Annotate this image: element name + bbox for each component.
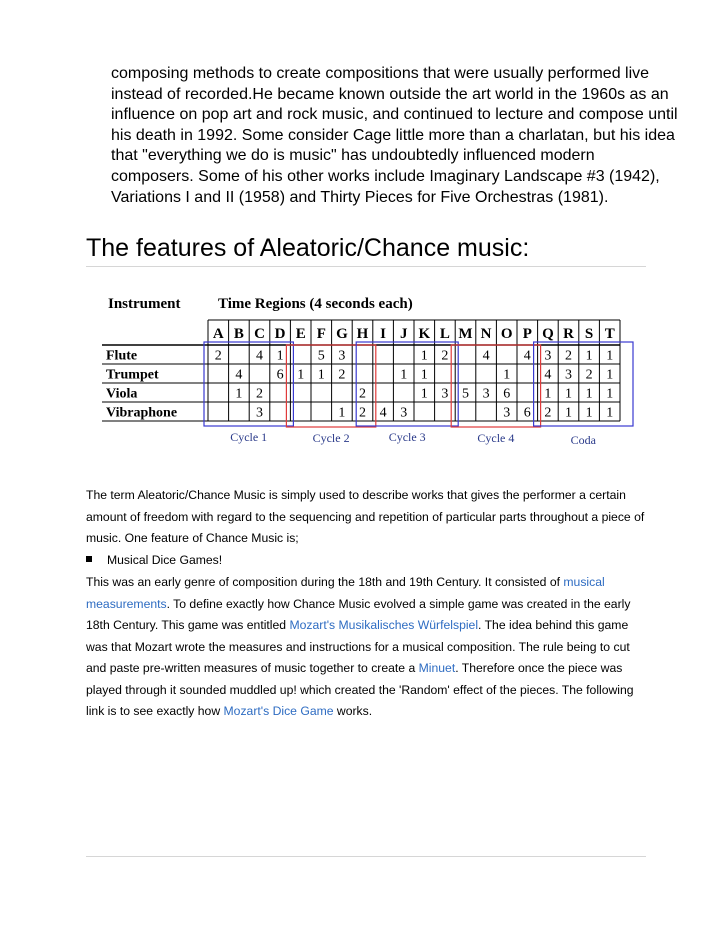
column-letter: C	[254, 326, 265, 342]
cell-value: 1	[606, 386, 614, 402]
cell-value: 1	[585, 386, 593, 402]
column-letter: G	[336, 326, 348, 342]
cell-value: 6	[276, 367, 284, 383]
cell-value: 2	[338, 367, 346, 383]
column-letter: A	[212, 326, 224, 342]
cell-value: 1	[503, 367, 511, 383]
cycle-label: Coda	[570, 433, 596, 447]
cell-value: 1	[235, 386, 243, 402]
cell-value: 1	[317, 367, 325, 383]
bullet-square-icon	[86, 556, 92, 562]
column-letter: S	[584, 326, 594, 342]
footer-divider	[86, 856, 646, 857]
cell-value: 2	[585, 367, 593, 383]
column-letter: D	[274, 326, 286, 342]
cell-value: 1	[585, 348, 593, 364]
cell-value: 1	[297, 367, 305, 383]
time-regions-figure	[100, 288, 634, 463]
column-letter: B	[233, 326, 244, 342]
cell-value: 4	[235, 367, 243, 383]
cell-value: 3	[565, 367, 572, 383]
link-mozarts-dice-game[interactable]: Mozart's Dice Game	[223, 704, 334, 718]
cell-value: 4	[256, 348, 263, 364]
cell-value: 6	[503, 386, 511, 402]
column-letter: F	[316, 326, 326, 342]
cell-value: 1	[338, 405, 346, 421]
cell-value: 1	[420, 367, 428, 383]
column-letter: E	[295, 326, 306, 342]
cell-value: 2	[256, 386, 263, 402]
chance-music-description: The term Aleatoric/Chance Music is simply used to describe works that gives the performer a certain amount of freedom with regard to the sequencing and repetition of particular parts throughout a piece of music. One feature of Chance Music is;	[86, 488, 645, 545]
cycle-label: Cycle 1	[230, 430, 268, 444]
cell-value: 6	[523, 405, 531, 421]
cell-value: 2	[565, 348, 572, 364]
cell-value: 1	[606, 348, 614, 364]
text-segment: . To define exactly how Chance Music evolved a simple game was created in the early 18th Century. This game was entitled	[86, 596, 631, 632]
column-letter: K	[418, 326, 431, 342]
column-letter: R	[563, 326, 574, 342]
link-musikalisches-wurfelspiel[interactable]: Mozart's Musikalisches Würfelspiel	[289, 618, 479, 632]
cell-value: 1	[585, 405, 593, 421]
column-letter: O	[500, 326, 513, 342]
instrument-name: Vibraphone	[106, 405, 178, 421]
text-segment: . Therefore once the piece was played through it sounded muddled up! which created the 'Random' effect of the pieces. The following link is to see exactly how	[86, 661, 634, 718]
cell-value: 1	[606, 367, 614, 383]
column-letter: T	[604, 326, 615, 342]
instrument-name: Trumpet	[106, 367, 159, 383]
bullet-item	[86, 551, 222, 569]
column-letter: J	[399, 326, 408, 342]
dice-games-paragraph	[86, 572, 648, 723]
cycle-label: Cycle 2	[312, 431, 350, 445]
bullet-label: Musical Dice Games!	[107, 553, 223, 567]
link-musical-measurements[interactable]: musical measurements	[86, 575, 605, 611]
column-letter: I	[380, 326, 387, 342]
time-regions-header: Time Regions (4 seconds each)	[218, 296, 413, 312]
column-letter: L	[439, 326, 450, 342]
instrument-name: Viola	[106, 386, 138, 402]
heading-divider	[86, 266, 646, 267]
cell-value: 4	[544, 367, 552, 383]
cell-value: 5	[317, 348, 325, 364]
cell-value: 3	[400, 405, 408, 421]
text-segment: This was an early genre of composition during the 18th and 19th Century. It consisted of	[86, 575, 564, 589]
column-letter: Q	[542, 326, 554, 342]
cell-value: 2	[214, 348, 222, 364]
cell-value: 1	[276, 348, 284, 364]
section-heading: The features of Aleatoric/Chance music:	[86, 234, 530, 262]
column-letter: M	[458, 326, 473, 342]
cell-value: 1	[606, 405, 614, 421]
cell-value: 1	[565, 405, 572, 421]
cell-value: 3	[482, 386, 490, 402]
cell-value: 4	[523, 348, 531, 364]
instrument-header: Instrument	[108, 296, 181, 312]
column-letter: N	[480, 326, 492, 342]
cell-value: 3	[441, 386, 449, 402]
cell-value: 3	[503, 405, 511, 421]
cell-value: 4	[482, 348, 490, 364]
cell-value: 2	[441, 348, 449, 364]
cycle-label: Cycle 3	[388, 430, 426, 444]
cell-value: 2	[544, 405, 552, 421]
cell-value: 1	[420, 386, 428, 402]
text-segment: . The idea behind this game was that Mozart wrote the measures and instructions for a musical composition. The rule being to cut and paste pre-written measures of music together to create a	[86, 618, 630, 675]
column-letter: H	[356, 326, 369, 342]
cell-value: 2	[359, 405, 366, 421]
cell-value: 1	[420, 348, 428, 364]
cell-value: 5	[462, 386, 469, 402]
column-letter: P	[522, 326, 532, 342]
cell-value: 3	[544, 348, 552, 364]
cell-value: 2	[359, 386, 366, 402]
cell-value: 1	[544, 386, 552, 402]
instrument-name: Flute	[106, 348, 138, 364]
cell-value: 3	[338, 348, 346, 364]
cell-value: 1	[565, 386, 572, 402]
cell-value: 1	[400, 367, 408, 383]
cell-value: 4	[379, 405, 387, 421]
link-minuet[interactable]: Minuet	[418, 661, 456, 675]
text-segment: works.	[333, 704, 373, 718]
cell-value: 3	[256, 405, 263, 421]
intro-paragraph: composing methods to create compositions that were usually performed live instead of recorded.He became known outside the art world in the 1960s as an influence on pop art and rock music, and continued to lecture and compose until his death in 1992. Some consider Cage little more than a charlatan, but his idea that "everything we do is music" has undoubtedly influenced modern composers. Some of his other works include Imaginary Landscape #3 (1942), Variations I and II (1958) and Thirty Pieces for Five Orchestras (1981).	[111, 65, 678, 206]
cycle-label: Cycle 4	[477, 431, 515, 445]
